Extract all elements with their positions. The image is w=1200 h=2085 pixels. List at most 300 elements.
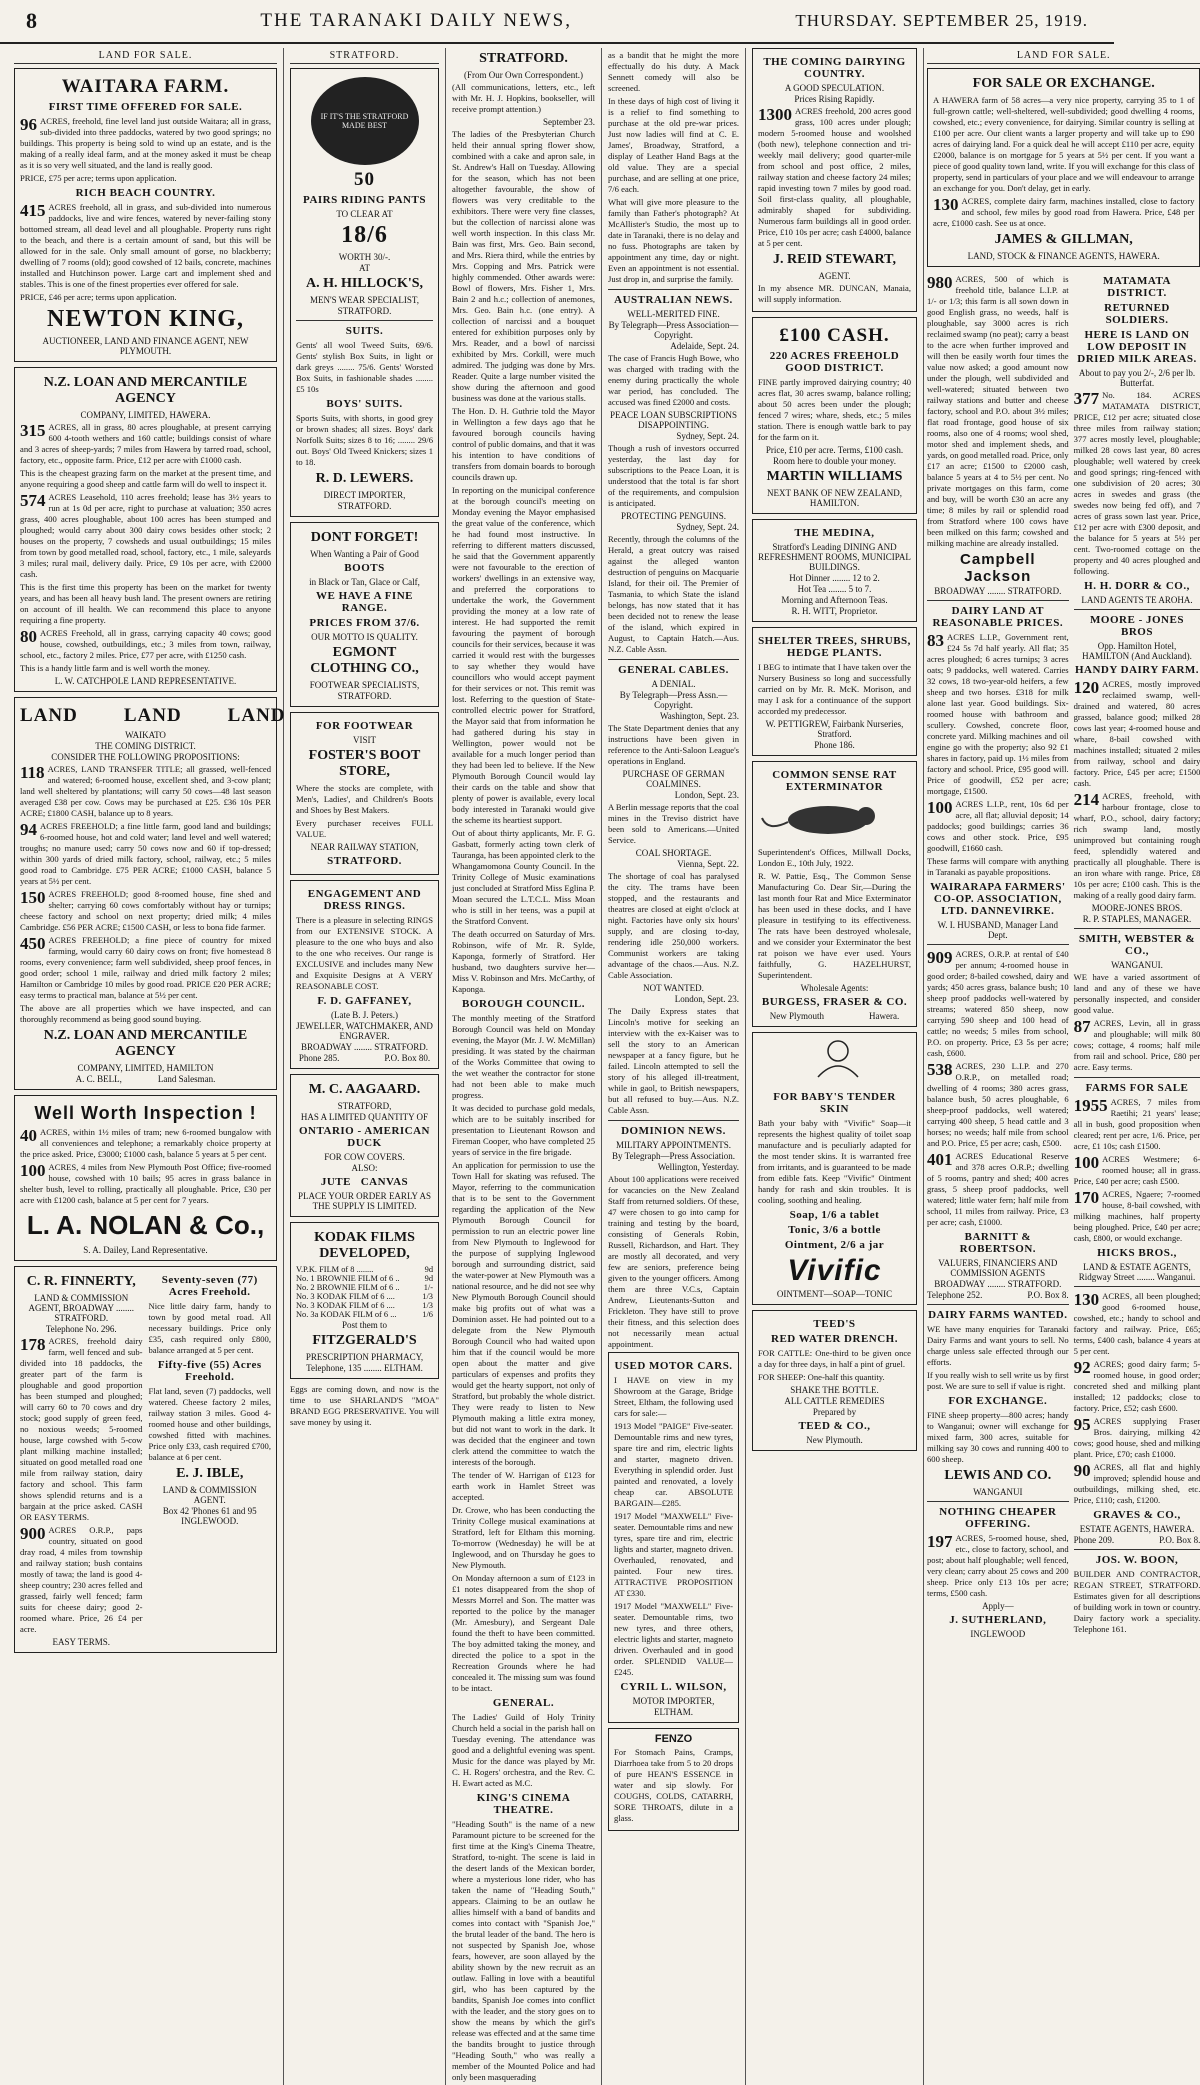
agent-phone: Telephone 252. P.O. Box 8.	[927, 1290, 1069, 1300]
ad-heading: NOTHING CHEAPER OFFERING.	[939, 1506, 1057, 1530]
ad-heading: SHELTER TREES, SHRUBS, HEDGE PLANTS.	[758, 635, 911, 659]
listing: 87 ACRES, Levin, all in grass and ploughable; will milk 80 cows; cottage, 4 rooms; half mile from rail and school. Price, £80 per acre. Easy terms.	[1073, 1017, 1200, 1072]
news-paragraph: The death occurred on Saturday of Mrs. Robinson, wife of Mr. R. Sylde, Kaponga, formerly of Stratford. Her husband, two daughters survive her—Miss V. Robinson and Mrs. McCarthy, of Kaponga.	[452, 929, 595, 994]
listing: 120 ACRES, mostly improved reclaimed swamp, well-drained and watered, 80 acres grassed, balance good; milked 28 cows last year; 4-roomed house and whare, 8-bail cowshed with machines installed; situated 2 miles from railway, school and dairy factory. Price, £45 per acre; £1500 cash.	[1073, 678, 1200, 788]
news-heading: GENERAL CABLES.	[618, 664, 729, 676]
price-line: Ointment, 2/6 a jar	[784, 1239, 885, 1251]
news-subheading: WELL-MERITED FINE.	[627, 309, 720, 319]
listing: BUILDER AND CONTRACTOR, REGAN STREET, STRATFORD. Estimates given for all descriptions of building work in town or country. Dairy factory work a speciality. Telephone 161.	[1073, 1569, 1200, 1634]
section-label: LAND FOR SALE.	[927, 48, 1200, 64]
price-line: Soap, 1/6 a tablet	[789, 1209, 880, 1221]
agent-town: WANGANUI.	[1111, 960, 1163, 970]
nz-loan-ad	[14, 367, 277, 692]
listing: Bath your baby with "Vivific" Soap—it represents the highest quality of toilet soap manufacture and is peculiarly adapted for the most tender skins. It is warranted free from irritants, and is guaranteed to be made from edible fats. Keep "Vivific" Ointment handy for rash and skin troubles. It is cooling, soothing and healing.	[758, 1118, 911, 1205]
ad-subheading: COMPANY, LIMITED, HAWERA.	[80, 410, 211, 420]
ad-line: Hot Dinner ........ 12 to 2.	[789, 573, 880, 583]
listing: Sports Suits, with shorts, in good grey or brown shades; all sizes. Boys' dark Norfolk Suits; sizes 8 to 16; ........ 29/6 out. Boys' Old Tweed Knickers; sizes 1 to 18.	[296, 413, 433, 467]
listing: 538 ACRES, 230 L.I.P. and 270 O.R.P., on metalled road; dwelling of 4 rooms; 380 acres grass, balance bush, 50 acres ploughable, 6 sheep-proof paddocks, well watered; carrying 400 sheep, 5 head cattle and 3 horses; no weeds; half mile from school and P.O. Price, £5 per acre; cash, £500.	[927, 1060, 1069, 1148]
ad-heading: DAIRY FARMS WANTED.	[928, 1309, 1068, 1321]
listing: FOR SHEEP: One-half this quantity.	[758, 1372, 885, 1382]
agent-name: JAMES & GILLMAN,	[994, 232, 1133, 247]
agent-town: STRATFORD.	[337, 501, 392, 511]
ad-subheading: RETURNED SOLDIERS.	[1104, 302, 1170, 326]
agent-name: TEED & CO.,	[798, 1420, 871, 1432]
listing: 90 ACRES, all flat and highly improved; splendid house and outbuildings, milking shed, etc. Price, £110; cash, £1200.	[1073, 1461, 1200, 1505]
listing: FINE sheep property—800 acres; handy to Wanganui; owner will exchange for mixed farm, 300 acres, suitable for milking say 30 cows and running 400 to 600 sheep.	[927, 1410, 1069, 1464]
agent-address: BROADWAY ........ STRATFORD.	[934, 586, 1062, 596]
rat-exterminator-ad	[752, 761, 917, 1027]
finnerty-right	[149, 1271, 272, 1648]
ad-subheading: WORTH 30/-.	[338, 252, 391, 262]
agent-name: BARNITT & ROBERTSON.	[959, 1231, 1037, 1255]
listing: R. W. Pattie, Esq., The Common Sense Manufacturing Co. Dear Sir,—During the last month four Rat and Mice Exterminator has been used in these docks, and I have pleasure in testifying to its effectiveness. The rats have been destroyed wholesale, and we consider your Exterminator the best rat poison we have ever used. Yours faithfully, G. HAZELHURST, Superintendent.	[758, 871, 911, 980]
agent-details: ESTATE AGENTS, HAWERA.	[1079, 1524, 1195, 1534]
listing: 909 ACRES, O.R.P. at rental of £40 per annum; 4-roomed house in good order; 8-bailed cowshed, dairy and yards; 450 acres grass, balance bush; 10 sheep proof paddocks well-watered by streams; watered 850 sheep, now carrying 590 sheep and 100 head of cattle; no weeds; 5 miles from school, P.O. on property. Price, £3 5s per acre; cash, £600.	[927, 948, 1069, 1058]
ad-heading: N.Z. LOAN AND MERCANTILE AGENCY	[43, 375, 248, 406]
ad-subheading: FIRST TIME OFFERED FOR SALE.	[48, 101, 243, 113]
listing: 178 ACRES, freehold dairy farm, well fenced and sub-divided into 18 paddocks, the greater part of the farm is ploughable and good proportion has been stumped and ploughed; will carry 60 to 70 cows and dry stock; good supply of green feed, no noxious weeds; 5-roomed house, large cowshed with 5-cow plant milking machine installed; situated on good metalled road one mile from railway station, dairy factory and school. This farm shows splendid returns and is a bargain at the price asked. CASH OR EASY TERMS.	[20, 1335, 143, 1522]
agent-name: NEWTON KING,	[47, 306, 244, 332]
nursery-ad	[752, 627, 917, 756]
listing-note: This is a handy little farm and is well worth the money.	[20, 663, 210, 673]
listing: 450 ACRES FREEHOLD; a fine piece of country for mixed farming, would carry 60 dairy cows on front; five homestead 8 rooms, every convenience; farm well subdivided, sheep proof fences, in good order; school 1 mile, railway and dried milk factory 2 miles; Hamilton or Cambridge 10 miles by good road. PRICE £20 PER ACRE; easy terms to practical man, balance at 5½ per cent.	[20, 934, 271, 1000]
ad-heading: Well Worth Inspection !	[34, 1103, 257, 1123]
ad-line: Hot Tea ........ 5 to 7.	[797, 584, 872, 594]
agent-details: LAND, STOCK & FINANCE AGENTS, HAWERA.	[967, 251, 1160, 261]
ad-subheading: HERE IS LAND ON LOW DEPOSIT IN DRIED MILK AREAS.	[1077, 329, 1197, 365]
news-subheading: BOROUGH COUNCIL.	[462, 998, 585, 1010]
listing: 100 ACRES, 4 miles from New Plymouth Post Office; five-roomed house, cowshed with 10 bails; 95 acres in grass balance in shelter bush, level to rolling, practically all ploughable. Price, £30 per acre with £1200 cash, balance at 5 per cent for 7 years.	[20, 1161, 271, 1205]
column-2	[284, 48, 446, 2085]
listing-note: This is the cheapest grazing farm on the market at the present time, and anyone requiring a good sheep and cattle farm will do well to inspect it.	[20, 468, 271, 489]
ad-subheading: Fifty-five (55) Acres Freehold.	[157, 1359, 262, 1383]
listing: 40 ACRES, within 1½ miles of tram; new 6-roomed bungalow with all conveniences and telephone; a remarkably choice property at the price asked. Price, £3000; £1000 cash, balance 5 years at 5 per cent.	[20, 1126, 271, 1159]
ad-signature: L. W. CATCHPOLE LAND REPRESENTATIVE.	[54, 676, 237, 686]
waitara-ad	[14, 68, 277, 362]
ad-heading: PAIRS RIDING PANTS	[303, 194, 426, 206]
teeds-ad	[752, 1310, 917, 1451]
ad-line: PLACE YOUR ORDER EARLY AS THE SUPPLY IS LIMITED.	[298, 1191, 431, 1211]
listing: Where the stocks are complete, with Men's, Ladies', and Children's Boots and Shoes by Best Makers.	[296, 783, 433, 815]
ad-heading: HANDY DAIRY FARM.	[1074, 664, 1200, 676]
news-paragraph: The tender of W. Harrigan of £123 for earth work in Hamlet Street was accepted.	[452, 1470, 595, 1502]
ad-line: JUTE CANVAS	[320, 1176, 409, 1188]
agent-name: HICKS BROS.,	[1097, 1247, 1177, 1259]
price-row: No. 3a KODAK FILM of 6 ... 1/6	[296, 1310, 433, 1319]
news-paragraph: The State Department denies that any instructions have been given in reference to the Anti-Saloon League's operations in England.	[608, 723, 739, 766]
news-paragraph: The shortage of coal has paralysed the city. The trams have been stopped, and the restaurants and theatres are closed at eight o'clock at night. Factories have only six hours' supply, and are closing to-day, rendering idle 250,000 workers. Communist workers are taking advantage of the chaos.—Aus. N.Z. Cable Association.	[608, 871, 739, 980]
price-row: No. 2 BROWNIE FILM of 6 .. 1/-	[296, 1283, 433, 1292]
ad-subheading: WAIKATO	[125, 730, 166, 740]
reid-stewart-ad	[752, 48, 917, 312]
listing-price: PRICE, £46 per acre; terms upon application.	[20, 292, 177, 302]
listing: 80 ACRES Freehold, all in grass, carrying capacity 40 cows; good house, cowshed, outbuildings, etc.; 3 miles from town, railway, school, etc., factory 2 miles. Price, £77 per acre, with £1250 cash.	[20, 627, 271, 660]
listing: 1300 ACRES freehold, 200 acres good grass, 100 acres under plough; modern 5-roomed house and woolshed (both new), telephone connection and tri-weekly mail delivery; good quarter-mile from school and post office, 2 miles, railway station and cheese factory 24 miles; rapid investing town 7 miles by good road. Soil first-class quality, all ploughable, admirably shaped for subdividing. Numerous farm buildings all in good order. Price, £10 10s per acre; cash £4000, balance at 5 per cent.	[758, 105, 911, 248]
column-3	[446, 48, 602, 2085]
vivific-logo: Vivific	[787, 1254, 882, 1287]
news-paragraph: A Berlin message reports that the coal mines in the Treviso district have been sold to Americans.—United Service.	[608, 802, 739, 845]
listing: 197 ACRES, 5-roomed house, shed, etc., close to factory, school, and post; about half ploughable; well fenced, very clean; carry about 25 cows and 200 sheep. Price only £13 10s per acre; terms, £500 cash.	[927, 1532, 1069, 1598]
ad-phone: Phone 186.	[814, 740, 855, 750]
ad-subheading: TO CLEAR AT	[336, 209, 393, 219]
agent-name: Campbell Jackson	[960, 551, 1036, 585]
listing: 170 ACRES, Ngaere; 7-roomed house, 8-bail cowshed, with milking machines, half property being ploughed. Price, £40 per acre; cash, £800, or would exchange.	[1073, 1188, 1200, 1243]
ad-subheading: WE HAVE A FINE RANGE.	[316, 590, 413, 614]
agent-town: INGLEWOOD	[970, 1629, 1026, 1639]
ad-line: OINTMENT—SOAP—TONIC	[776, 1289, 893, 1299]
listing: 401 ACRES Educational Reserve and 378 acres O.R.P.; dwelling of 5 rooms, pantry and shed; 400 acres grass, 5 sheep proof paddocks, well watered; little water fern; half mile from school, 11 miles from railway. Price, £3 per acre; cash, £1000.	[927, 1150, 1069, 1227]
baby-illustration-icon	[758, 1037, 918, 1083]
price-row: No. 3 KODAK FILM of 6 .... 1/3	[296, 1301, 433, 1310]
news-date: Adelaide, Sept. 24.	[670, 341, 739, 351]
listing: 574 ACRES Leasehold, 110 acres freehold; lease has 3½ years to run at 1s 0d per acre, right to purchase at valuation; 350 acres grass, 400 acres ploughable, about 100 acres has been stumped and ploughed; would carry about 300 dairy cows besides other stock; 2 houses on the property, 7 cowsheds and usual outbuildings; 15 miles from town by good metalled road, school, factory, etc., 1 mile, saleyards 3 miles; rural mail, delivery daily. Price, £9 10s per acre, with £2000 cash.	[20, 491, 271, 579]
agent-name: GRAVES & CO.,	[1093, 1509, 1181, 1521]
ad-heading: FOR FOOTWEAR	[315, 720, 414, 732]
listing: 96 ACRES, freehold, fine level land just outside Waitara; all in grass, sub-divided into three paddocks, watered by two good springs; no buildings. This property is being sold to wind up an estate, and is the making of a really ideal farm, and at the money asked it must be cheap as it is so very well situated, and the land is really good.	[20, 115, 271, 170]
news-note: (All communications, letters, etc., left with Mr. H. J. Hopkins, bookseller, will receive prompt attention.)	[452, 82, 595, 114]
news-paragraph: The Ladies' Guild of Holy Trinity Church held a social in the parish hall on Tuesday evening. The attendance was good and a delightful evening was spent. Music for the dance was played by Mr. C. H. Rogers' orchestra, and the Rev. C. H. Ewart acted as M.C.	[452, 1712, 595, 1788]
agent-name: FITZGERALD'S	[312, 1333, 417, 1348]
col6-left	[927, 272, 1069, 1640]
agent-phone: Phone 285. P.O. Box 80.	[298, 1053, 431, 1063]
motor-ad	[608, 1352, 739, 1723]
col6-right	[1074, 272, 1200, 1640]
news-byline: By Telegraph—Press Assn.—Copyright.	[619, 690, 728, 710]
ad-heading: FOR SALE OR EXCHANGE.	[972, 76, 1155, 91]
news-paragraph: In these days of high cost of living it is a relief to find something to purchase at the old pre-war prices. Just now ladies will find at C. E. James', Broadway, Stratford, a display of Leather Hand Bags at the old value. They are a special purchase, and are selling at one price, 7/6 each.	[608, 96, 739, 194]
ad-subheading: OUR MOTTO IS QUALITY.	[311, 632, 418, 642]
ad-subheading: PRICES FROM 37/6.	[309, 617, 420, 629]
martin-williams-ad	[752, 317, 917, 514]
agent-details: W. I. HUSBAND, Manager Land Dept.	[937, 920, 1059, 940]
ad-heading: ENGAGEMENT AND DRESS RINGS.	[307, 888, 422, 912]
ad-heading: COMMON SENSE RAT EXTERMINATOR	[772, 769, 897, 793]
news-paragraph: What will give more pleasure to the family than Father's photograph? At McAllister's Studio, the most up to date in Taranaki, there is no delay and no fuss. Photographs are taken by appointment any time, day or night. Even an appointment is not essential. Just drop in, and surprise the family.	[608, 197, 739, 284]
issue-date: THURSDAY. SEPTEMBER 25, 1919.	[795, 11, 1088, 30]
ad-subheading: A GOOD SPECULATION.	[784, 83, 885, 93]
vivific-ad	[752, 1032, 917, 1305]
ad-subheading: SUITS.	[345, 325, 384, 337]
listing: 377 No. 184. ACRES MATAMATA DISTRICT, PRICE, £12 per acre; situated close three miles from railway station; 377 acres mostly level, ploughable; milked 28 cows last year, 80 acres ploughable; well watered by creek and good springs; ring-fenced with one subdivision of 20 acres; 30 acres in swedes and grass (the swedes now being fed off), and 7 acres of grass sown last year. Price, £12 per acre with £300 deposit, and the balance for 5 years at 5½ per cent. Two-roomed cottage on the property and 40 acres ploughed and following.	[1073, 389, 1200, 576]
agent-name: F. D. GAFFANEY,	[317, 995, 412, 1007]
agent-address: BROADWAY ........ STRATFORD.	[300, 1042, 429, 1052]
agent-name: C. R. FINNERTY,	[26, 1274, 136, 1289]
ad-line: Wholesale Agents:	[800, 983, 869, 993]
agent-town: STRATFORD.	[337, 691, 392, 701]
ad-line: FOR COW COVERS.	[324, 1152, 405, 1162]
price-line: Tonic, 3/6 a bottle	[788, 1224, 881, 1236]
news-date: Sydney, Sept. 24.	[676, 522, 739, 532]
ad-line: ALL CATTLE REMEDIES	[784, 1396, 885, 1406]
kodak-ad	[290, 1222, 439, 1379]
agent-name: A. H. HILLOCK'S,	[305, 276, 424, 291]
listing: 94 ACRES FREEHOLD; a fine little farm, good land and buildings; 6-roomed house, hot and cold water; land level and well watered; troughs; no manure used; carry 50 cows now and 60 if top-dressed; within 300 yards of dried milk factory, school, railway, etc.; 5 miles good road to Cambridge. £75 PER ACRE; £1000 CASH, balance 5 years at 5½ per cent.	[20, 820, 271, 886]
listing-note: Superintendent's Offices, Millwall Docks, London E., 10th July, 1922.	[758, 847, 911, 868]
listing: 1913 Model "PAIGE" Five-seater. Demountable rims and new tyres, spare tire and rim, electric lights and starter, magneto driven. Everything in splendid order. Just painted and renovated, a lovely cheap car. ABSOLUTE BARGAIN—£285.	[614, 1421, 733, 1508]
aagaard-ad	[290, 1074, 439, 1217]
ad-subheading: BOOTS	[344, 562, 385, 574]
agent-details: S. A. Dailey, Land Representative.	[83, 1245, 208, 1255]
news-subheading: PEACE LOAN SUBSCRIPTIONS DISAPPOINTING.	[609, 410, 738, 430]
news-paragraph: Though a rush of investors occurred yesterday, the last day for subscriptions to the Peace Loan, it is understood that the total is far short of the requirements, and compulsion is anticipated.	[608, 443, 739, 508]
listing-price: Price, £10 per acre. Terms, £100 cash.	[765, 445, 904, 455]
agent-name: E. J. IBLE,	[176, 1466, 244, 1481]
news-paragraph: The ladies of the Presbyterian Church held their annual spring flower show, combined with a cake and apron sale, in St. Andrew's Hall on Tuesday. Allowing for the season, which has not been altogether favourable, the show of flowers was very creditable to the exhibitors. There were very fine classes, but the collection of narcissi alone was well worth inspection. In this class Mr. Bain was first, Mrs. Geo. Bain second, and Mrs. Riera third, while the entries by Mrs. Copping and Mrs. Patrick were highly commended. Other awards were: Bowl of flowers, Mrs. Fisher 1, Mrs. Bain 2 and h.c.; collection of anemones, Mrs. Geo. Bain h.c. (one entry). A collection of narcissi and a bouquet entered for exhibition purposes only by Mrs. Reader, and a bowl of narcissi exhibited by Mrs. Corkill, were much admired. The judging was done by Mrs. Reader. Quite a large number visited the show during the afternoon and good business was done at the various stalls.	[452, 129, 595, 403]
listing: If you really wish to sell write us by first post. We are sure to sell if value is right.	[927, 1370, 1069, 1391]
fenzo-logo: FENZO	[654, 1733, 693, 1745]
agent-details: VALUERS, FINANCIERS AND COMMISSION AGENTS	[938, 1258, 1058, 1278]
news-paragraph: as a bandit that he might the more effectually do his duty. A Mack Sennett comedy will also be screened.	[608, 50, 739, 93]
listing: Nice little dairy farm, handy to town by good metal road. All necessary buildings. Price only £35, cash required only £800, balance arranged at 5 per cent.	[148, 1301, 271, 1355]
ad-heading: FARMS FOR SALE	[1085, 1082, 1189, 1094]
listing: A HAWERA farm of 58 acres—a very nice property, carrying 35 to 1 of full-grown cattle; well-sheltered, well-subdivided; good dwelling 4 rooms, cowshed, etc.; every convenience, for dairying. Similar country is selling at £100 per acre. Our client wants a larger property and will take up to £90 acres of dairying land. For a quick deal he will accept £110 per acre, equity £2000, balance is on mortgage for 5 years at 5½ per cent. If you want a piece of good quality town land, write. If you will exchange for this class of property, send in particulars of your place and we will endeavour to arrange an exchange for you. Don't delay, get in early.	[933, 95, 1195, 193]
agent-phone: Box 42 'Phones 61 and 95 INGLEWOOD.	[162, 1506, 257, 1526]
ad-heading: KODAK FILMS DEVELOPED,	[314, 1230, 415, 1261]
listing-terms: EASY TERMS.	[52, 1637, 110, 1647]
agent-details: PRESCRIPTION PHARMACY,	[305, 1352, 424, 1362]
agent-details: LAND AGENTS TE AROHA.	[1081, 595, 1193, 605]
agent-name: LEWIS AND CO.	[944, 1468, 1052, 1483]
agent-details: MEN'S WEAR SPECIALIST,	[309, 295, 420, 305]
agent-name: FOSTER'S BOOT STORE,	[308, 748, 421, 779]
listing: 100 ACRES L.I.P., rent, 10s 6d per acre, all flat; alluvial deposit; 14 paddocks; good buildings; carries 36 cows and other stock. Price, £95 goodwill, £1660 cash.	[927, 798, 1069, 853]
listing: 214 ACRES, freehold, with harbour frontage, close to wharf, P.O., school, dairy factory; rich swamp land, mostly unimproved but containing rough feed, splendidly watered and practically all ploughable. There is an iron whare with range. Price, £8 10s per acre; £100 cash. This is the making of a really good dairy farm.	[1073, 790, 1200, 900]
news-heading: AUSTRALIAN NEWS.	[614, 294, 733, 306]
column-1	[8, 48, 284, 2085]
ad-line: Post them to	[341, 1320, 387, 1330]
agent-name: J. SUTHERLAND,	[949, 1614, 1047, 1626]
masthead	[0, 0, 1114, 44]
news-subheading: GENERAL.	[492, 1697, 555, 1709]
ad-subheading: VISIT	[353, 735, 376, 745]
news-paragraph: About 100 applications were received for vacancies on the New Zealand Staff from returned soldiers. Of these, 47 were chosen to go into camp for training and testing by the board, consisting of Generals Robin, Russell, Richardson, and Hart. They are mostly all decorated, and very few are seniors, preference being given to the younger officers. Among them are three V.C.s, Captain Andrew, Lieutenants-Sutton and Frickleton. They have still to prove their fitness, and this selection does not necessarily mean actual appointment.	[608, 1174, 739, 1349]
section-label: STRATFORD.	[290, 48, 439, 64]
news-byline: (From Our Own Correspondent.)	[464, 70, 583, 80]
news-subheading: A DENIAL.	[651, 679, 696, 689]
agent-details: (Late B. J. Peters.)	[331, 1010, 398, 1020]
agent-details: LAND & COMMISSION AGENT.	[162, 1485, 257, 1505]
agent-name: J. REID STEWART,	[773, 252, 896, 267]
ad-price: 18/6	[341, 222, 388, 248]
agent-name: CYRIL L. WILSON,	[620, 1681, 727, 1693]
listing: I BEG to intimate that I have taken over the Nursery Business so long and successfully carried on by Mr. R. McK. Morison, and may I ask for a continuance of the support accorded my predecessor.	[758, 662, 911, 716]
price-row: No. 1 BROWNIE FILM of 6 .. 9d	[296, 1274, 433, 1283]
news-date: London, Sept. 23.	[674, 994, 739, 1004]
agent-details: NEXT BANK OF NEW ZEALAND, HAMILTON.	[767, 488, 902, 508]
hillock-ad	[290, 68, 439, 517]
ad-line: Prepared by	[812, 1407, 857, 1417]
listing-price: PRICE, £75 per acre; terms upon application.	[20, 173, 177, 183]
agent-name: R. D. LEWERS.	[315, 471, 414, 486]
agent-name: BURGESS, FRASER & CO.	[761, 996, 908, 1008]
ad-signature: R. H. WITT, Proprietor.	[791, 606, 878, 616]
listing: 980 ACRES, 500 of which is freehold title, balance L.I.P. at 1/- or 1/3; this farm is all sown down in good English grass, no weeds, half is ploughable, say 3000 acres is rich reclaimed swamp (no peat); carry a beast to the acre when further improved and will then be easily worth four times the value now asked; a good amount now under the plough, well subdivided and well-watered; situated between two railway stations and butter and cheese factory, school and P.O. about 3½ miles; flat road frontage, good house of six rooms, also one of 4 rooms; wool shed, motor shed and implement sheds, and yards, on good metalled road. Price, only £17 an acre; £1500 to £2000 cash, balance 5 years at 4 to 5½ per cent. No private mortgages on this farm, come and buy, will be worth £30 an acre any time; 8 miles by rail or splendid road from Stratford where 100 cows have been milked on this farm; cowshed and milking machine are already installed.	[927, 273, 1069, 548]
listing: 315 ACRES, all in grass, 80 acres ploughable, at present carrying 600 4-tooth wethers and 160 cattle; buildings consist of whare and 3 acres of sheep-yards; 7 miles from Hawera by tarred road, school, factory, etc., opposite farm. Price, £12 per acre with £1000 cash.	[20, 421, 271, 465]
listing: 92 ACRES; good dairy farm; 5-roomed house, in good order; concreted shed and milking plant installed; 12 paddocks; close to factory. Price, £52; cash £600.	[1073, 1358, 1200, 1413]
agent-details: DIRECT IMPORTER,	[323, 490, 406, 500]
ad-heading: WAITARA FARM.	[61, 76, 230, 97]
news-heading: DOMINION NEWS.	[621, 1125, 726, 1137]
news-date: Washington, Sept. 23.	[659, 711, 739, 721]
listing: There is a pleasure in selecting RINGS from our EXTENSIVE STOCK. A pleasure to the one who buys and also to the one who receives. Our range is EXCLUSIVE and includes many New and Exquisite Designs at A VERY REASONABLE COST.	[296, 915, 433, 991]
ad-heading: THE COMING DAIRYING COUNTRY.	[763, 56, 906, 80]
news-paragraph: In reporting on the municipal conference at the borough council's meeting on Monday evening the Mayor emphasised the great value of the conference, which he had found most instructive. In referring to different matters discussed, he said that the Government apparently were not favourable to the erection of workers' dwellings in an extensive way, and preferred the corporations to undertake the work, the Government providing the money at a low rate of interest. He had supported the remit favouring the payment of borough councils for their services, because it was carried it would rest with the burgesses to say whether they would have councillors who would accept payment for their services or not. This remit was lost. Referring to the question of State-controlled electric power for Stratford, the Mayor said that from information he had gathered during his stay in Wellington, power would not be available for a much longer period than they had been led to believe. If the New Plymouth Borough Council would lay their cards on the table and show that plenty of power is available, every local body interested in Taranaki would give the scheme its heartiest support.	[452, 485, 595, 825]
ad-line: ONTARIO - AMERICAN DUCK	[298, 1125, 431, 1149]
news-paragraph: The monthly meeting of the Stratford Borough Council was held on Monday evening, the Mayor (Mr. J. W. McMillan) presiding. It was stated by the chairman of the Works Committee that owing to the wet weather the contractor for stone had not been able to make much progress.	[452, 1013, 595, 1100]
news-subheading: KING'S CINEMA THEATRE.	[476, 1792, 571, 1816]
agent-details: JEWELLER, WATCHMAKER, AND ENGRAVER.	[296, 1021, 433, 1041]
listing: 415 ACRES freehold, all in grass, and sub-divided into numerous paddocks, live and wire fences, watered by never-failing stony bottomed stream, all dead level and all ploughable. Property runs right to the beach, and there is a certain amount of sand, but this will be allowed for in the sale. Only small amount of gorse, no blackberry; dwelling of 7 rooms (old); good cowshed of 12 bails, concrete, machines installed and Hutchinson power. Large cart and implement shed and stables. This is one of the finest properties ever offered for sale.	[20, 201, 271, 289]
agent-town: STRATFORD,	[337, 1101, 392, 1111]
column-4	[602, 48, 746, 2085]
listing: 130 ACRES, all been ploughed; good 6-roomed house, cowshed, etc.; handy to school and factory and railway. Price, £65; terms, £400 cash, balance 4 years at 5 per cent.	[1073, 1290, 1200, 1356]
news-subheading: PURCHASE OF GERMAN COALMINES.	[622, 769, 725, 789]
news-paragraph: Dr. Crowe, who has been conducting the Trinity College musical examinations at Stratford, left for Eltham this morning. To-morrow (Wednesday) he will be at Inglewood, and on Thursday he goes to New Plymouth.	[452, 1505, 595, 1570]
news-date: Sydney, Sept. 24.	[676, 431, 739, 441]
agent-name: M. C. AAGAARD.	[308, 1082, 421, 1097]
agent-name: JOS. W. BOON,	[1095, 1554, 1179, 1566]
news-paragraph: The Daily Express states that Lincoln's motive for seeking an interview with the ex-Kaiser was to sell the story to an American newspaper at a fancy figure, but he failed. Lincoln attempted to sell the story of his alleged ill-treatment, while in gaol, to British newspapers, but all refused to buy.—Aus. N.Z. Cable Assn.	[608, 1006, 739, 1115]
news-paragraph: The case of Francis Hugh Bowe, who was charged with trading with the enemy during practically the whole war period, has concluded. The accused was fined £2000 and costs.	[608, 353, 739, 407]
listing: WE have many enquiries for Taranaki Dairy Farms and want yours to sell. No charge unless sale effected through our efforts.	[927, 1324, 1069, 1367]
listing: 95 ACRES supplying Fraser Bros. dairying, milking 42 cows; good house, shed and milking plant. Price, £70; cash £1000.	[1073, 1415, 1200, 1459]
agent-name: H. H. DORR & CO.,	[1084, 580, 1190, 592]
news-date: September 23.	[543, 117, 595, 127]
egmont-ad	[290, 522, 439, 707]
page-number: 8	[26, 8, 37, 33]
listing: FOR CATTLE: One-third to be given once a day for three days, in half a pint of gruel.	[758, 1348, 911, 1369]
ad-subheading: BOYS' SUITS.	[326, 398, 403, 410]
ad-line: HAS A LIMITED QUANTITY OF	[300, 1112, 429, 1122]
agent-town: ELTHAM.	[654, 1707, 693, 1717]
listing-note: This is the first time this property has been on the market for twenty years, and has been all heavy bush land. The present owners are retiring on account of ill health. We can recommend this place to anyone requiring a fine property.	[20, 582, 271, 625]
ad-subheading: RICH BEACH COUNTRY.	[75, 187, 216, 199]
ad-signature: W. PETTIGREW, Fairbank Nurseries, Stratford.	[765, 719, 904, 739]
agent-town: STRATFORD.	[337, 306, 392, 316]
kodak-price-list	[296, 1265, 433, 1319]
listing: 130 ACRES, complete dairy farm, machines installed, close to factory and school, few miles by good road from Hawera. Price, £48 per acre, £1000 cash. See us at once.	[933, 195, 1195, 228]
agent-details: FOOTWEAR SPECIALISTS,	[309, 680, 420, 690]
listing: 1917 Model "MAXWELL" Five-seater. Demountable rims, two new tyres, and three others, electric lights and starter, magneto driven. Overhauled and in good order. SPLENDID VALUE—£245.	[614, 1601, 733, 1677]
ad-subheading: RED WATER DRENCH.	[771, 1333, 898, 1345]
agent-details: Opp. Hamilton Hotel, HAMILTON (And Auckland).	[1082, 641, 1192, 661]
col6-header	[927, 48, 1200, 272]
agent-details: MOTOR IMPORTER,	[632, 1696, 715, 1706]
news-paragraph: It was decided to purchase gold medals, which are to be suitably inscribed for presentation to Lieutenant Rowson and Fireman Cooper, who have completed 25 years of service in the fire brigade.	[452, 1103, 595, 1157]
news-byline: By Telegraph—Press Association.	[612, 1151, 735, 1161]
news-paragraph: On Monday afternoon a sum of £123 in £1 notes disappeared from the shop of Messrs Morrel and Son. The matter was reported to the police by the manager (Mr. Amesbury), and Sergeant Dale found the theft to have been committed. The boy admitted taking the money, and directed the police to a spot in the Recreation Grounds where he had concealed it. The missing sum was found to be intact.	[452, 1573, 595, 1693]
ad-heading: FOR EXCHANGE.	[948, 1395, 1048, 1407]
listing: 100 ACRES Westmere; 6-roomed house; all in grass. Price, £40 per acre; cash £500.	[1073, 1153, 1200, 1186]
listing-note: These farms will compare with anything in Taranaki as payable propositions.	[927, 856, 1069, 877]
agent-name: SMITH, WEBSTER & CO.,	[1078, 933, 1196, 957]
agent-name: MOORE - JONES BROS	[1090, 614, 1184, 638]
ad-heading: MATAMATA DISTRICT.	[1103, 275, 1171, 299]
listing: For Stomach Pains, Cramps, Diarrhoea take from 5 to 20 drops of pure HEAN'S ESSENCE in water and sip slowly. For COUGHS, COLDS, CATARRH, SORE THROATS, dilute in a glass.	[614, 1747, 733, 1823]
news-paragraph: The Hon. D. H. Guthrie told the Mayor in Wellington a few days ago that he favoured borough councils having control of public domains, and that it was his intention to have conditions of transfers from domain boards to borough councils drawn up.	[452, 406, 595, 482]
column-5	[746, 48, 924, 2085]
agent-phone: Telephone, 135 ........ ELTHAM.	[306, 1363, 423, 1373]
agent-name: MARTIN WILLIAMS	[766, 469, 903, 484]
agent-town: New Plymouth.	[806, 1435, 863, 1445]
agent-details: AUCTIONEER, LAND AND FINANCE AGENT, NEW PLYMOUTH.	[42, 336, 249, 356]
ad-subheading: Prices Rising Rapidly.	[794, 94, 875, 104]
ad-heading: THE MEDINA,	[794, 527, 875, 539]
listing: I HAVE on view in my Showroom at the Garage, Bridge Street, Eltham, the following used cars for sale:—	[614, 1375, 733, 1418]
foster-ad	[290, 712, 439, 875]
agent-town: STRATFORD.	[327, 855, 402, 867]
section-label: LAND FOR SALE.	[14, 48, 277, 64]
agent-name: MOORE-JONES BROS.	[1091, 903, 1183, 913]
ad-heading: LAND LAND LAND	[20, 705, 286, 726]
agent-details: LAND & ESTATE AGENTS, Ridgway Street ........ Wanganui.	[1078, 1262, 1196, 1282]
news-date: London, Sept. 23.	[674, 790, 739, 800]
ad-subheading: CONSIDER THE FOLLOWING PROPOSITIONS:	[51, 752, 240, 762]
price-row: V.P.K. FILM of 8 ........ 9d	[296, 1265, 433, 1274]
column-6	[924, 48, 1200, 2085]
eggs-notice: Eggs are coming down, and now is the time to use SHARLAND'S "MOA" BRAND EGG PRESERVATIVE. You will save money by using it.	[290, 1384, 439, 1427]
ad-subheading: AT	[359, 263, 370, 273]
listing: 900 ACRES O.R.P., paps country, situated on good dray road, 4 miles from township and railway station; bush contains mostly of tawa; the land is good 4-sheep country; 230 acres felled and grassed, fairly well fenced; farm suits for cheese dairy; good 2-roomed whare. Price, 26 £4 per acre.	[20, 1524, 143, 1634]
listing-note: The above are all properties which we have inspected, and can thoroughly recommend as being good sound buying.	[20, 1003, 271, 1024]
ad-heading: £100 CASH.	[779, 325, 890, 346]
ad-line: SHAKE THE BOTTLE.	[790, 1385, 879, 1395]
news-paragraph: Recently, through the columns of the Herald, a great outcry was raised against the alleged wanton destruction of penguins on Macquarie Island, for their oil. The Premier of Tasmania, to which State the island belongs, has now stated that it has been decided not to renew the lease of the island, which expired in August, to Captain Hatch.—Aus. N.Z. Cable Assn.	[608, 534, 739, 654]
listing-note: In my absence MR. DUNCAN, Manaia, will supply information.	[758, 283, 911, 304]
stratford-seal-icon: IF IT'S THE STRATFORD MADE BEST	[311, 77, 419, 165]
news-date: Wellington, Yesterday.	[657, 1162, 739, 1172]
listing: Every purchaser receives FULL VALUE.	[296, 818, 433, 839]
listing-note: Room here to double your money.	[773, 456, 896, 466]
agent-name: L. A. NOLAN & Co.,	[26, 1210, 265, 1240]
agent-details: LAND & COMMISSION AGENT, BROADWAY ........ STRATFORD.	[28, 1293, 134, 1323]
agent-address: BROADWAY ........ STRATFORD.	[934, 1279, 1062, 1289]
news-subheading: PROTECTING PENGUINS.	[620, 511, 726, 521]
ad-subheading: When Wanting a Pair of Good	[310, 549, 419, 559]
ad-subheading: in Black or Tan, Glace or Calf,	[309, 577, 420, 587]
ad-line: ALSO:	[351, 1163, 378, 1173]
ad-line: Morning and Afternoon Teas.	[781, 595, 888, 605]
ad-subheading: Seventy-seven (77) Acres Freehold.	[161, 1274, 258, 1298]
listing: FINE partly improved dairying country; 40 acres flat, 30 acres swamp, balance rolling; about 50 acres been under the plough; fenced 7 wires; whare, sheds, etc.; 5 miles station. There is enough wattle bark to pay for the farm on it.	[758, 377, 911, 442]
news-date: Vienna, Sept. 22.	[677, 859, 739, 869]
james-gillman-ad	[927, 68, 1200, 267]
listing: WE have a varied assortment of land and any of these we have personally inspected, and consider good value.	[1073, 972, 1200, 1015]
gaffaney-ad	[290, 880, 439, 1069]
ad-line: Stratford's Leading DINING AND REFRESHMENT ROOMS, MUNICIPAL BUILDINGS.	[758, 542, 911, 572]
newspaper-title: THE TARANAKI DAILY NEWS,	[260, 10, 573, 31]
agent-details: AGENT.	[818, 271, 851, 281]
agent-details: NEAR RAILWAY STATION,	[310, 842, 419, 852]
ad-heading: FOR BABY'S TENDER SKIN	[773, 1091, 896, 1115]
news-paragraph: "Heading South" is the name of a new Paramount picture to be screened for the first time at the King's Cinema Theatre, Stratford, to-night. The scene is laid in the desert lands of the Mexican border, where a mysterious lone rider, who has taken the name of "Heading South," appears. Claiming to be an outlaw he allies himself with a band of bandits and comes into contact with "Spanish Joe," the brutal leader of the band. The hero is not suspected by Spanish Joe, whose fears, however, are soon allayed by the ability shown by the new recruit as an outlaw. Falling in love with a beautiful girl, who has been captured by the bandits, Spanish Joe comes into conflict with the leader, and the story goes on to show the means by which the girl's release was effected and at the same time the bandits brought to justice through "Heading South," who was really a member of the Mounted Police and had only been masquerading	[452, 1819, 595, 2082]
listing: 150 ACRES FREEHOLD; good 8-roomed house, fine shed and shelter; carrying 60 cows comfortably without hay or turnips; cheese factory and school on next property; dried milk; 4 miles Cambridge. £56 PER ACRE; £1500 CASH, or less to bona fide farmer.	[20, 888, 271, 932]
ad-number: 50	[354, 169, 375, 190]
news-subheading: COAL SHORTAGE.	[635, 848, 712, 858]
agent-name: N.Z. LOAN AND MERCANTILE AGENCY	[43, 1028, 248, 1059]
page-columns	[8, 48, 1200, 2082]
ad-subheading: 220 ACRES FREEHOLD GOOD DISTRICT.	[769, 350, 900, 374]
agent-towns: New Plymouth Hawera.	[769, 1011, 900, 1021]
ad-signature: A. C. BELL, Land Salesman.	[75, 1074, 216, 1084]
inspection-ad	[14, 1095, 277, 1261]
ad-heading: TEED'S	[813, 1318, 856, 1330]
listing: 1917 Model "MAXWELL" Five-seater. Demountable rims and new tyres, spare tire and rim, electric lights and starter, magneto driven. Overhauled, renovated, and painted. Four new tires. ATTRACTIVE PROPOSITION AT £330.	[614, 1511, 733, 1598]
fenzo-ad	[608, 1728, 739, 1831]
news-subheading: MILITARY APPOINTMENTS.	[616, 1140, 731, 1150]
agent-name: WAIRARAPA FARMERS' CO-OP. ASSOCIATION, LTD. DANNEVIRKE.	[930, 881, 1066, 917]
ad-subheading: THE COMING DISTRICT.	[95, 741, 196, 751]
